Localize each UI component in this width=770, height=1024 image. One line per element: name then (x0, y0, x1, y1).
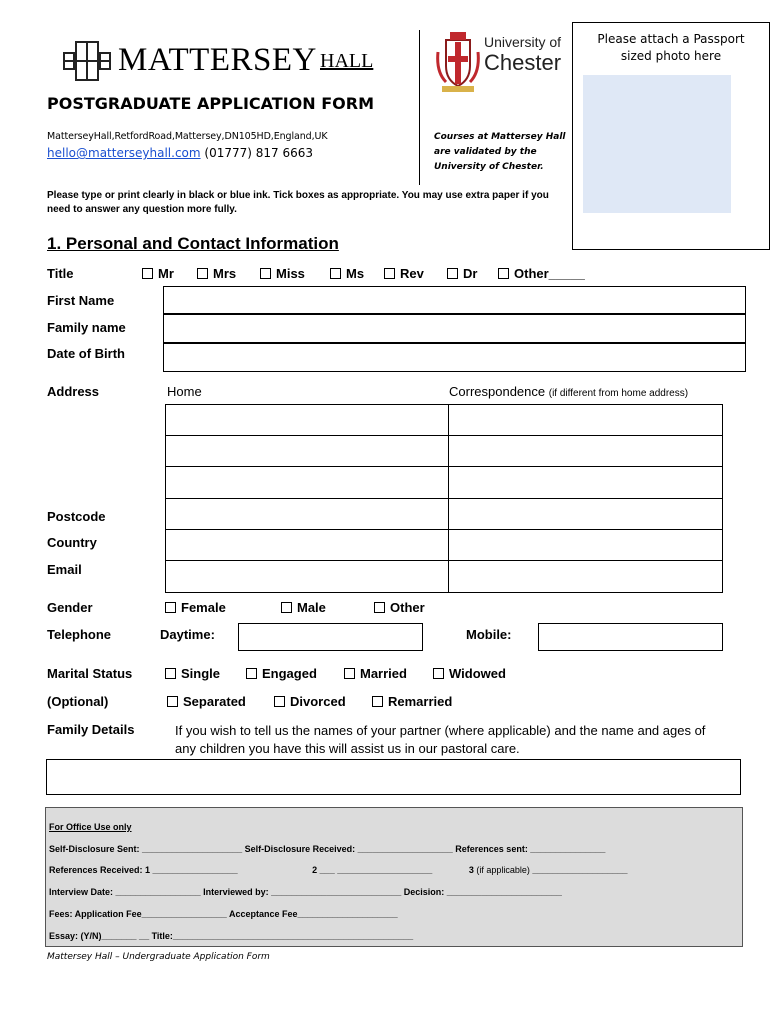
checkbox-icon[interactable] (433, 668, 444, 679)
corr-postcode-field[interactable] (448, 498, 723, 530)
photo-instructions: Please attach a Passport sized photo here (597, 32, 745, 63)
optional-label: (Optional) (47, 694, 109, 709)
logo-hall: HALL (320, 50, 374, 72)
checkbox-icon[interactable] (165, 602, 176, 613)
uni-line2: Chester (484, 50, 562, 75)
gender-option-female[interactable]: Female (165, 600, 226, 615)
family-details-label: Family Details (47, 722, 135, 737)
office-line-1: Self-Disclosure Sent: ____________________ Self-Disclosure Received: ___________________ References sent: _______________ (49, 844, 606, 854)
footer-text: Mattersey Hall – Undergraduate Application Form (47, 952, 270, 962)
title-label: Title (47, 266, 74, 281)
photo-placeholder[interactable] (583, 75, 731, 213)
gender-option-other[interactable]: Other (374, 600, 425, 615)
email-link[interactable]: hello@matterseyhall.com (47, 146, 201, 160)
hall-address: MatterseyHall,RetfordRoad,Mattersey,DN105HD,England,UK (47, 131, 328, 142)
checkbox-icon[interactable] (498, 268, 509, 279)
checkbox-icon[interactable] (165, 668, 176, 679)
title-option-mrs[interactable]: Mrs (197, 266, 236, 281)
chester-logo (436, 32, 566, 96)
section1-heading: 1. Personal and Contact Information (47, 234, 339, 253)
daytime-phone-field[interactable] (238, 623, 423, 651)
telephone-label: Telephone (47, 627, 112, 642)
marital-option-remarried[interactable]: Remarried (372, 694, 452, 709)
checkbox-icon[interactable] (330, 268, 341, 279)
marital-option-divorced[interactable]: Divorced (274, 694, 346, 709)
corr-address-line-1[interactable] (448, 404, 723, 436)
email-label: Email (47, 562, 82, 577)
marital-option-widowed[interactable]: Widowed (433, 666, 506, 681)
checkbox-icon[interactable] (281, 602, 292, 613)
office-line-5: Essay: (Y/N)_______ __ Title:________________________________________________ (49, 931, 414, 941)
contact-line (47, 146, 313, 160)
checkbox-icon[interactable] (197, 268, 208, 279)
dob-field[interactable] (163, 343, 746, 372)
title-option-other[interactable]: Other_____ (498, 266, 585, 281)
uni-line1: University of (484, 34, 562, 50)
checkbox-icon[interactable] (167, 696, 178, 707)
home-postcode-field[interactable] (165, 498, 449, 530)
checkbox-icon[interactable] (447, 268, 458, 279)
corr-country-field[interactable] (448, 529, 723, 561)
office-use-box (45, 807, 743, 947)
family-details-field[interactable] (46, 759, 741, 795)
marital-option-married[interactable]: Married (344, 666, 407, 681)
home-email-field[interactable] (165, 560, 449, 593)
home-label: Home (167, 384, 202, 399)
marital-option-separated[interactable]: Separated (167, 694, 246, 709)
instructions: Please type or print clearly in black or blue ink. Tick boxes as appropriate. You may use extra paper if you need to answer any question more fully. (47, 190, 549, 215)
corr-email-field[interactable] (448, 560, 723, 593)
correspondence-note: (if different from home address) (548, 388, 689, 399)
validated-note: Courses at Mattersey Hall are validated by the University of Chester. (434, 132, 566, 172)
title-option-miss[interactable]: Miss (260, 266, 305, 281)
corr-address-line-2[interactable] (448, 435, 723, 467)
mattersey-crest-icon (62, 40, 112, 82)
mobile-label: Mobile: (466, 627, 512, 642)
correspondence-label: Correspondence (if different from home address) (449, 384, 689, 399)
checkbox-icon[interactable] (142, 268, 153, 279)
marital-option-engaged[interactable]: Engaged (246, 666, 317, 681)
checkbox-icon[interactable] (260, 268, 271, 279)
daytime-label: Daytime: (160, 627, 215, 642)
title-option-ms[interactable]: Ms (330, 266, 364, 281)
office-line-2: References Received: 1 _________________ 2 ___ ___________________ 3 (if applicable) ___________________ (49, 865, 628, 875)
home-address-line-3[interactable] (165, 466, 449, 499)
chester-crest-icon (436, 32, 480, 94)
office-heading: For Office Use only (49, 822, 132, 832)
office-line-4: Fees: Application Fee_________________ Acceptance Fee____________________ (49, 909, 398, 919)
family-details-text: If you wish to tell us the names of your partner (where applicable) and the name and ages of any children you have this will assist us in our pastoral care. (175, 723, 706, 756)
mobile-phone-field[interactable] (538, 623, 723, 651)
family-name-label: Family name (47, 320, 126, 335)
family-name-field[interactable] (163, 314, 746, 343)
checkbox-icon[interactable] (374, 602, 385, 613)
home-address-line-2[interactable] (165, 435, 449, 467)
home-address-line-1[interactable] (165, 404, 449, 436)
gender-label: Gender (47, 600, 93, 615)
first-name-label: First Name (47, 293, 115, 308)
photo-box[interactable] (572, 22, 770, 250)
office-line-3: Interview Date: _________________ Interviewed by: __________________________ Decision: _______________________ (49, 887, 562, 897)
postcode-label: Postcode (47, 509, 106, 524)
checkbox-icon[interactable] (274, 696, 285, 707)
title-option-dr[interactable]: Dr (447, 266, 477, 281)
checkbox-icon[interactable] (372, 696, 383, 707)
corr-address-line-3[interactable] (448, 466, 723, 499)
marital-label: Marital Status (47, 666, 133, 681)
logo-text: MATTERSEY (118, 42, 317, 78)
phone-number: (01777) 817 6663 (204, 146, 314, 160)
checkbox-icon[interactable] (344, 668, 355, 679)
checkbox-icon[interactable] (246, 668, 257, 679)
header-divider (419, 30, 420, 185)
first-name-field[interactable] (163, 286, 746, 314)
mattersey-logo (62, 40, 382, 82)
dob-label: Date of Birth (47, 346, 125, 361)
form-title: POSTGRADUATE APPLICATION FORM (47, 94, 375, 113)
title-option-mr[interactable]: Mr (142, 266, 174, 281)
home-country-field[interactable] (165, 529, 449, 561)
gender-option-male[interactable]: Male (281, 600, 326, 615)
checkbox-icon[interactable] (384, 268, 395, 279)
title-option-rev[interactable]: Rev (384, 266, 424, 281)
address-label: Address (47, 384, 100, 399)
country-label: Country (47, 535, 97, 550)
marital-option-single[interactable]: Single (165, 666, 220, 681)
